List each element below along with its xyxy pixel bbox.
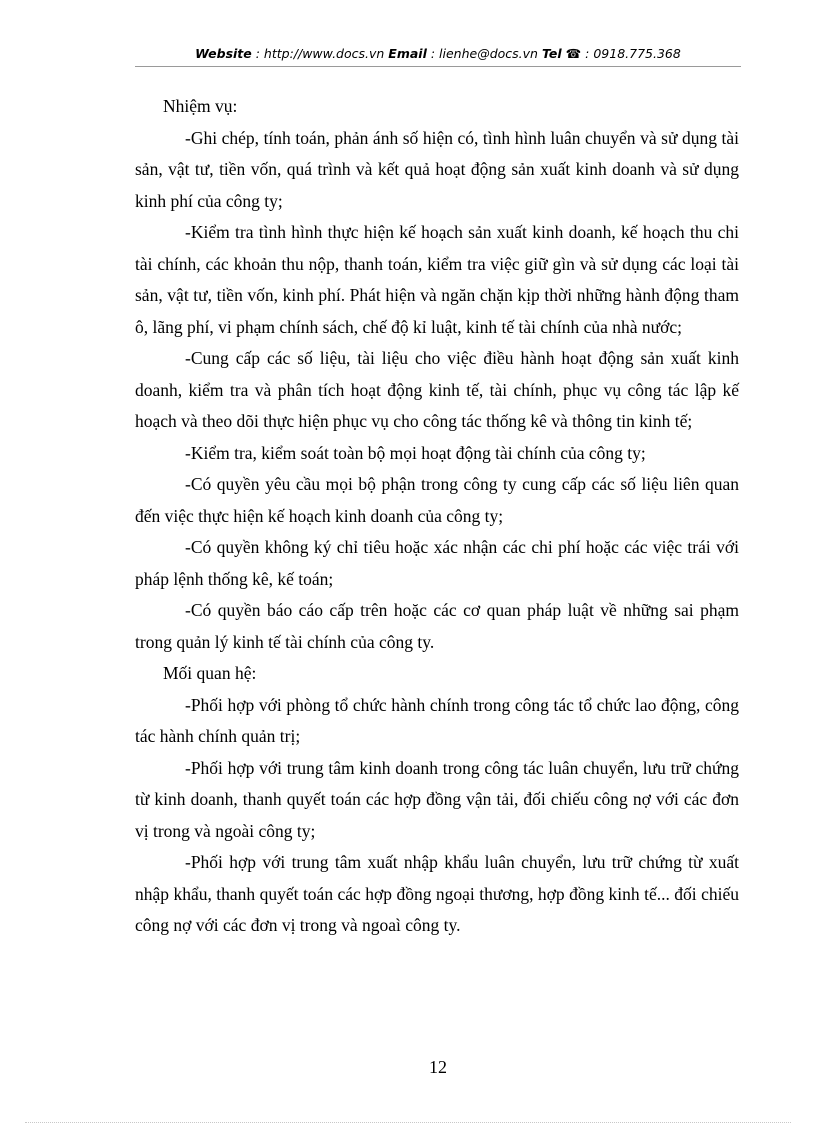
duty-paragraph: -Có quyền báo cáo cấp trên hoặc các cơ quan pháp luật về những sai phạm trong quản lý kinh tế tài chính của công ty. [135,600,739,652]
email-value: : lienhe@docs.vn [426,46,542,61]
header-divider [135,66,741,67]
website-value: : http://www.docs.vn [251,46,389,61]
page-body [135,91,739,942]
website-label: Website [195,46,252,61]
duty-paragraph: -Có quyền yêu cầu mọi bộ phận trong công ty cung cấp các số liệu liên quan đến việc thực hiện kế hoạch kinh doanh của công ty; [135,474,739,526]
relation-paragraph: -Phối hợp với trung tâm xuất nhập khẩu luân chuyển, lưu trữ chứng từ xuất nhập khẩu, thanh quyết toán các hợp đồng ngoại thương, hợp đồng kinh tế... đối chiếu công nợ với các đơn vị trong và ngoaì công ty. [135,852,739,935]
duty-paragraph: -Có quyền không ký chỉ tiêu hoặc xác nhận các chi phí hoặc các việc trái với pháp lệnh thống kê, kế toán; [135,537,739,589]
email-label: Email [388,46,427,61]
duty-paragraph: -Cung cấp các số liệu, tài liệu cho việc điều hành hoạt động sản xuất kinh doanh, kiểm tra và phân tích hoạt động kinh tế, tài chính, phục vụ công tác lập kế hoạch và theo dõi thực hiện phục vụ cho công tác thống kê và thông tin kinh tế; [135,348,739,431]
relation-paragraph: -Phối hợp với trung tâm kinh doanh trong công tác luân chuyển, lưu trữ chứng từ kinh doanh, thanh quyết toán các hợp đồng vận tải, đối chiếu công nợ với các đơn vị trong và ngoài công ty; [135,757,739,841]
page-number: 12 [429,1057,447,1077]
duty-paragraph: -Kiểm tra, kiểm soát toàn bộ mọi hoạt động tài chính của công ty; [185,442,646,463]
duties-heading: Nhiệm vụ: [163,96,238,116]
tel-label: Tel [541,46,562,61]
tel-value: : 0918.775.368 [581,46,681,61]
duty-paragraph: -Ghi chép, tính toán, phản ánh số hiện có, tình hình luân chuyển và sử dụng tài sản, vật tư, tiền vốn, quá trình và kết quả hoạt động sản xuất kinh doanh và sử dụng kinh phí của công ty; [135,127,739,211]
page-header [135,46,741,61]
relations-heading: Mối quan hệ: [163,663,257,683]
duty-paragraph: -Kiểm tra tình hình thực hiện kế hoạch sản xuất kinh doanh, kế hoạch thu chi tài chính, các khoản thu nộp, thanh toán, kiểm tra việc giữ gìn và sử dụng các loại tài sản, vật tư, tiền vốn, kinh phí. Phát hiện và ngăn chặn kịp thời những hành động tham ô, lãng phí, vi phạm chính sách, chế độ kỉ luật, kinh tế tài chính của nhà nước; [135,222,739,337]
relation-paragraph: -Phối hợp với phòng tổ chức hành chính trong công tác tổ chức lao động, công tác hành chính quản trị; [135,694,739,746]
phone-icon: ☎ [565,46,582,61]
